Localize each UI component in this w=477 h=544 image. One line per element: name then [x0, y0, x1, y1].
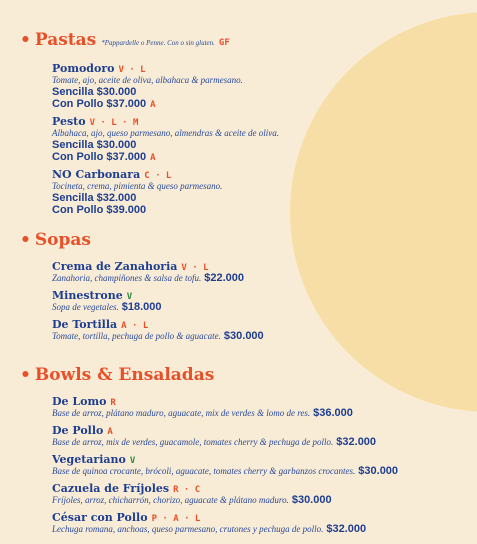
- item-name: Pomodoro: [52, 62, 115, 75]
- item-tags: C · L: [144, 171, 172, 181]
- item-name: Vegetariano: [52, 453, 126, 466]
- item-desc-text: Fríjoles, arroz, chicharrón, chorizo, aguacate & plátano maduro.: [52, 495, 289, 505]
- item-price: $30.000: [358, 465, 399, 477]
- section-header: [20, 30, 279, 50]
- menu-item-no-carbonara: [52, 168, 279, 216]
- item-price: Con Pollo $37.000: [52, 151, 147, 163]
- item-desc: [52, 495, 398, 506]
- menu-item-cesar-con-pollo: [52, 511, 398, 535]
- item-desc-text: Lechuga romana, anchoas, queso parmesano, crutones y pechuga de pollo.: [52, 524, 324, 534]
- item-desc-text: Zanahoria, champiñones & salsa de tofu.: [52, 273, 202, 283]
- item-desc-text: Base de arroz, mix de verdes, guacamole, tomates cherry & pechuga de pollo.: [52, 437, 334, 447]
- menu-item-minestrone: [52, 289, 264, 313]
- item-price: $18.000: [121, 301, 162, 313]
- item-name: De Pollo: [52, 424, 104, 437]
- menu-item-crema-de-zanahoria: [52, 260, 264, 284]
- menu-item-pomodoro: [52, 62, 279, 110]
- item-desc-text: Tomate, tortilla, pechuga de pollo & aguacate.: [52, 331, 221, 341]
- item-desc-text: Base de arroz, plátano maduro, aguacate, mix de verdes & lomo de res.: [52, 408, 311, 418]
- item-price: $22.000: [204, 272, 245, 284]
- item-desc: [52, 408, 398, 419]
- item-name: César con Pollo: [52, 511, 148, 524]
- item-name: Crema de Zanahoria: [52, 260, 178, 273]
- item-tags: V · L: [118, 65, 146, 75]
- item-desc: Tomate, ajo, aceite de oliva, albahaca & parmesano.: [52, 75, 243, 85]
- bullet-icon: •: [20, 365, 31, 385]
- menu-item-de-tortilla: [52, 318, 264, 342]
- menu-item-de-lomo: [52, 395, 398, 419]
- item-price: $32.000: [336, 436, 377, 448]
- menu-item-de-pollo: [52, 424, 398, 448]
- item-name: NO Carbonara: [52, 168, 141, 181]
- item-name: Cazuela de Fríjoles: [52, 482, 170, 495]
- item-desc: Tocineta, crema, pimienta & queso parmesano.: [52, 181, 223, 191]
- gf-tag: GF: [218, 38, 230, 48]
- bullet-icon: •: [20, 30, 31, 50]
- item-price: Sencilla $32.000: [52, 192, 137, 204]
- item-tags: A · L: [121, 321, 149, 331]
- item-tags: A: [107, 427, 113, 437]
- section-bowls-ensaladas: [20, 365, 398, 535]
- section-title: Pastas: [34, 30, 97, 50]
- section-note: *Pappardelle o Penne. Con o sin gluten.: [101, 39, 215, 47]
- item-tags: V · L: [181, 263, 209, 273]
- item-name: Pesto: [52, 115, 86, 128]
- item-price: Con Pollo $37.000: [52, 98, 147, 110]
- item-tags: V: [129, 456, 136, 466]
- item-tags: R: [110, 398, 116, 408]
- item-desc-text: Sopa de vegetales.: [52, 302, 119, 312]
- bullet-icon: •: [20, 230, 31, 250]
- item-name: Minestrone: [52, 289, 123, 302]
- item-desc: [52, 524, 398, 535]
- item-price: Sencilla $30.000: [52, 86, 137, 98]
- item-desc: [52, 437, 398, 448]
- item-name: De Lomo: [52, 395, 107, 408]
- sun-decoration: [290, 12, 477, 412]
- item-price: $36.000: [313, 407, 353, 419]
- section-sopas: [20, 230, 264, 342]
- item-price: $30.000: [291, 494, 332, 506]
- menu-item-vegetariano: [52, 453, 398, 477]
- section-header: [20, 365, 398, 385]
- section-pastas: [20, 30, 279, 216]
- item-tags: R · C: [173, 485, 201, 495]
- item-desc: [52, 466, 398, 477]
- item-tags: A: [150, 153, 156, 163]
- item-desc: [52, 273, 264, 284]
- item-desc-text: Base de quinoa crocante, brócoli, aguacate, tomates cherry & garbanzos crocantes.: [52, 466, 356, 476]
- item-name: De Tortilla: [52, 318, 118, 331]
- item-price: $32.000: [326, 523, 367, 535]
- item-tags: A: [150, 100, 156, 110]
- item-price: Sencilla $30.000: [52, 139, 137, 151]
- menu-item-cazuela-de-frijoles: [52, 482, 398, 506]
- item-tags: V: [126, 292, 133, 302]
- section-title: Bowls & Ensaladas: [34, 365, 215, 385]
- item-price: $30.000: [223, 330, 264, 342]
- item-desc: [52, 302, 264, 313]
- item-tags: P · A · L: [151, 514, 201, 524]
- item-price: Con Pollo $39.000: [52, 204, 147, 216]
- menu-item-pesto: [52, 115, 279, 163]
- section-header: [20, 230, 264, 250]
- item-desc: [52, 331, 264, 342]
- item-tags: V · L · M: [89, 118, 139, 128]
- item-desc: Albahaca, ajo, queso parmesano, almendras & aceite de oliva.: [52, 128, 279, 138]
- section-title: Sopas: [34, 230, 91, 250]
